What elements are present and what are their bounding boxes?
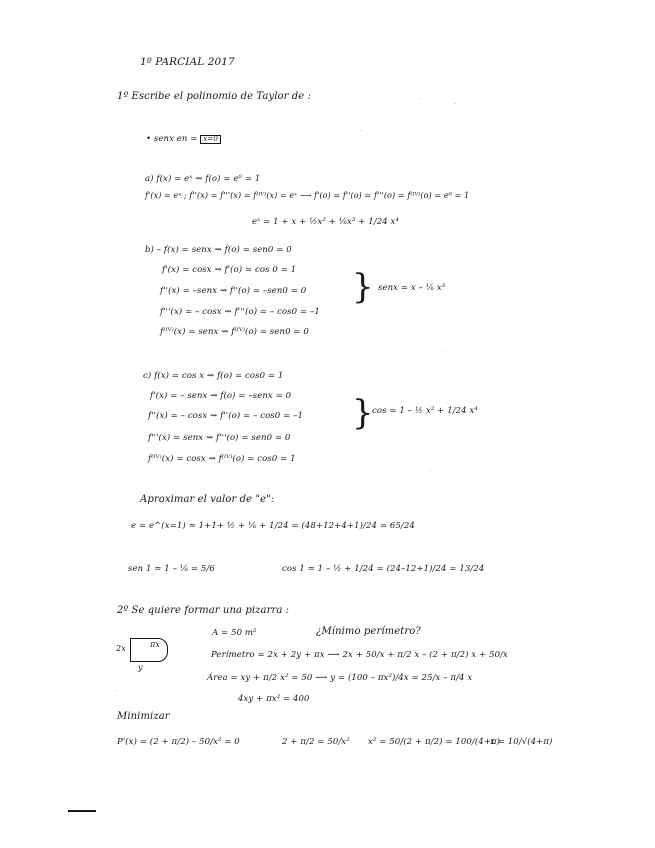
- derivative-step: 2 + π/2 = 50/x²: [282, 737, 350, 747]
- scan-speck: [115, 690, 116, 691]
- part-c-line-2: f'(x) = – senx ⇝ f(o) = –senx = 0: [150, 391, 292, 401]
- part-c-result: cos = 1 – ½ x² + 1/24 x⁴: [372, 406, 478, 416]
- part-b-line-4: f'''(x) = – cosx ⇝ f'''(o) = – cos0 = –1: [160, 307, 320, 317]
- derivative-step-2: x² = 50/(2 + π/2) = 100/(4+π): [368, 737, 501, 747]
- figure-label-top: πx: [150, 640, 160, 649]
- part-a-result: eˣ = 1 + x + ½x² + ⅙x³ + 1/24 x⁴: [252, 217, 399, 227]
- scan-speck: [445, 350, 446, 351]
- part-b-line-2: f'(x) = cosx ⇝ f'(o) = cos 0 = 1: [162, 265, 297, 275]
- e-approximation: e = e^(x=1) ≃ 1+1+ ½ + ⅙ + 1/24 = (48+12+4+1)/24 = 65/24: [131, 521, 415, 531]
- part-c-line-4: f'''(x) = senx ⇝ f'''(o) = sen0 = 0: [148, 433, 291, 443]
- part-b-line-3: f''(x) = –senx ⇝ f''(o) = –sen0 = 0: [160, 286, 307, 296]
- question-1-item: [146, 135, 221, 144]
- scan-speck: [420, 98, 421, 99]
- solution: x = 10/√(4+π): [490, 737, 553, 747]
- approx-heading: Aproximar el valor de "e":: [140, 494, 275, 505]
- sin-approximation: sen 1 ≃ 1 – ⅙ = 5/6: [128, 564, 215, 574]
- cos-approximation: cos 1 ≃ 1 – ½ + 1/24 = (24–12+1)/24 = 13/24: [282, 564, 485, 574]
- area-equation-2: 4xy + πx² = 400: [238, 694, 310, 704]
- area-equation: Área = xy + π/2 x² = 50 ⟶ y = (100 – πx²)/4x = 25/x – π/4 x: [207, 673, 473, 683]
- scan-speck: [360, 130, 361, 131]
- minimize-heading: Minimizar: [117, 711, 170, 722]
- part-c-line-5: f⁽ᴵⱽ⁾(x) = cosx ⇝ f⁽ᴵⱽ⁾(o) = cos0 = 1: [148, 454, 296, 464]
- question-1-heading: 1º Escribe el polinomio de Taylor de :: [117, 91, 312, 102]
- part-b-line-5: f⁽ᴵⱽ⁾(x) = senx ⇝ f⁽ᴵⱽ⁾(o) = sen0 = 0: [160, 327, 309, 337]
- given-area: A = 50 m²: [212, 628, 257, 638]
- pizarra-figure: [130, 638, 168, 662]
- part-c-line-1: c) f(x) = cos x ⇝ f(o) = cos0 = 1: [143, 371, 284, 381]
- item-text: • senx en: [146, 134, 188, 144]
- part-c-line-3: f''(x) = – cosx ⇝ f''(o) = – cos0 = –1: [148, 411, 303, 421]
- part-b-result: senx = x – ⅙ x³: [378, 283, 446, 293]
- question-2-heading: 2º Se quiere formar una pizarra :: [117, 605, 290, 616]
- figure-label-left: 2x: [116, 644, 126, 653]
- part-a-line-1: a) f(x) = eˣ ⇝ f(o) = e⁰ = 1: [145, 174, 261, 184]
- scan-speck: [430, 470, 431, 471]
- part-a-line-2: f'(x) = eˣ ; f''(x) = f'''(x) = f⁽ᴵⱽ⁾(x) = eˣ ⟶ f'(o) = f''(o) = f'''(o) = f⁽ᴵⱽ⁾(o) = e⁰ = 1: [145, 191, 470, 200]
- part-b-brace: }: [352, 267, 374, 307]
- scan-speck: [455, 103, 456, 104]
- question-text: ¿Mínimo perímetro?: [316, 626, 421, 637]
- item-equals: =: [190, 134, 201, 144]
- page-title: 1º PARCIAL 2017: [140, 56, 235, 68]
- perimeter-equation: Perímetro = 2x + 2y + πx ⟶ 2x + 50/x + π/2 x – (2 + π/2) x + 50/x: [211, 650, 508, 660]
- boxed-condition: x=0: [200, 135, 221, 144]
- figure-label-bottom: y: [138, 663, 143, 672]
- part-c-brace: }: [352, 393, 374, 433]
- margin-mark: [68, 810, 96, 812]
- part-b-line-1: b) – f(x) = senx ⇝ f(o) = sen0 = 0: [145, 245, 292, 255]
- derivative-equation: P'(x) = (2 + π/2) – 50/x² = 0: [117, 737, 240, 747]
